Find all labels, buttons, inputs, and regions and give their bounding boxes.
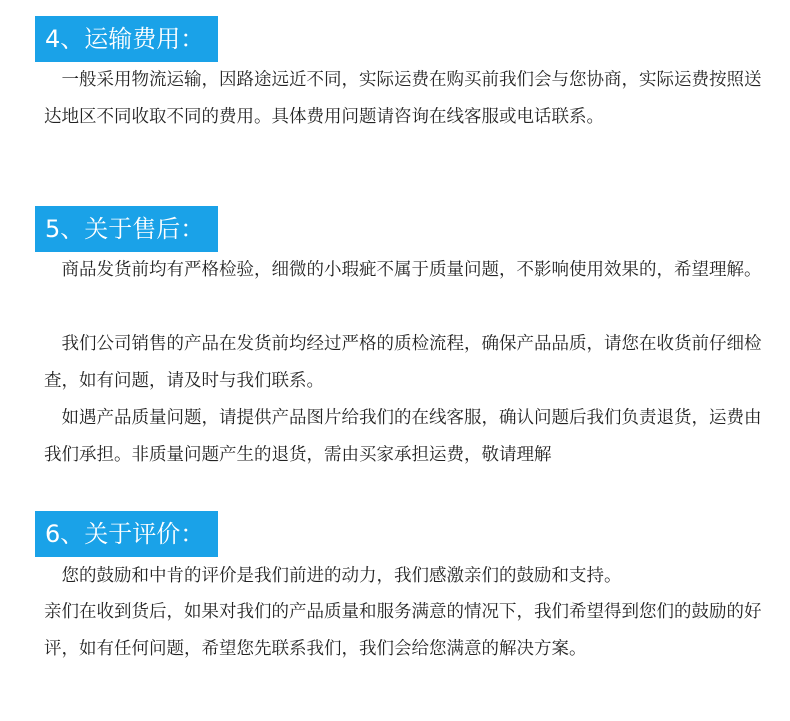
paragraph: 一般采用物流运输，因路途远近不同，实际运费在购买前我们会与您协商，实际运费按照送达地区不同收取不同的费用。具体费用问题请咨询在线客服或电话联系。: [44, 70, 762, 127]
section-heading: 5、关于售后：: [35, 206, 218, 252]
paragraph: 亲们在收到货后，如果对我们的产品质量和服务满意的情况下，我们希望得到您们的鼓励的好评，如有任何问题，希望您先联系我们，我们会给您满意的解决方案。: [44, 602, 762, 659]
section-heading: 4、运输费用：: [35, 16, 218, 62]
paragraph: 商品发货前均有严格检验，细微的小瑕疵不属于质量问题，不影响使用效果的，希望理解。: [44, 260, 762, 280]
paragraph: 我们公司销售的产品在发货前均经过严格的质检流程，确保产品品质，请您在收货前仔细检查，如有问题，请及时与我们联系。: [44, 334, 762, 391]
section-heading: 6、关于评价：: [35, 511, 218, 557]
paragraph: 如遇产品质量问题，请提供产品图片给我们的在线客服，确认问题后我们负责退货，运费由我们承担。非质量问题产生的退货，需由买家承担运费，敬请理解: [44, 408, 762, 465]
paragraph: 您的鼓励和中肯的评价是我们前进的动力，我们感激亲们的鼓励和支持。: [44, 566, 622, 586]
